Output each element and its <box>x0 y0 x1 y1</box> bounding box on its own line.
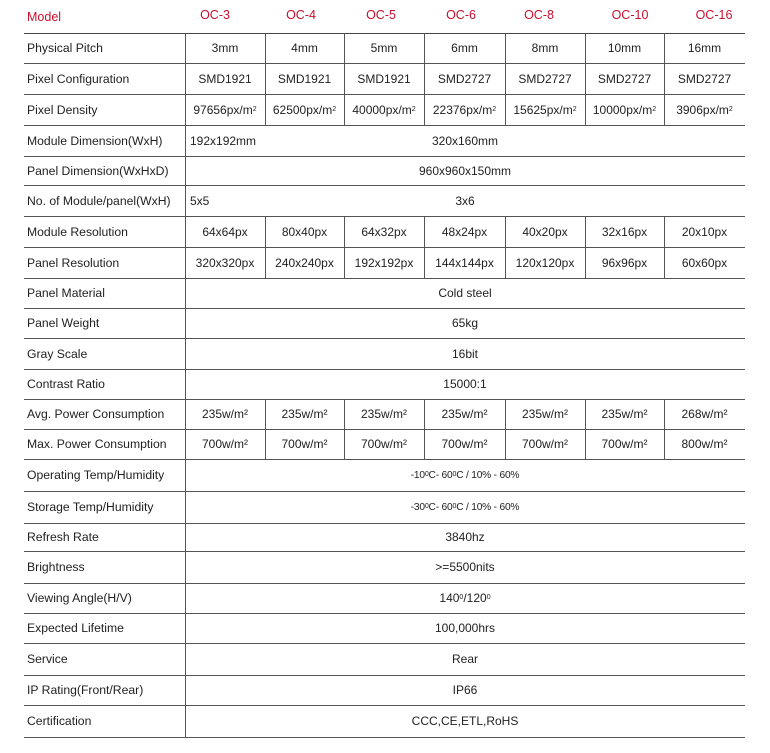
value-cell: 3mm <box>211 41 239 55</box>
spec-row <box>24 643 745 676</box>
value-cell: 240x240px <box>275 255 334 270</box>
value-cell: 40000 px/m 2 <box>352 102 416 117</box>
column-divider <box>585 247 586 278</box>
value-cell: 700w/m² <box>441 437 488 451</box>
value-cell: SMD2727 <box>518 71 572 86</box>
celsius-mark: C <box>428 501 436 513</box>
density-unit: px/m <box>385 102 412 117</box>
rest-value-cell: 320x160mm <box>431 133 499 148</box>
value-cell: SMD2727 <box>597 71 652 86</box>
column-divider <box>585 63 586 94</box>
column-divider <box>424 399 425 429</box>
column-divider <box>344 63 345 94</box>
value-cell: 8mm <box>531 41 559 55</box>
merged-value-cell: Cold steel <box>438 286 492 300</box>
merged-value-cell: 15000:1 <box>443 377 487 391</box>
column-divider <box>664 94 665 125</box>
model-header-oc-5: OC-5 <box>366 7 396 22</box>
value-cell: 3906 px/m 2 <box>676 102 733 117</box>
spec-row <box>24 491 745 524</box>
value-cell: 10mm <box>607 41 642 55</box>
column-divider <box>664 247 665 278</box>
model-header-oc-10: OC-10 <box>611 7 649 22</box>
temperature-cell: -30 0 C - 60 0 C / 10% - 60% <box>410 501 520 513</box>
density-unit: px/m <box>702 102 729 117</box>
first-value-cell: 5x5 <box>190 193 210 208</box>
column-divider <box>664 63 665 94</box>
row-label: Panel Resolution <box>27 255 120 270</box>
spec-row <box>24 278 745 309</box>
row-label: Pixel Configuration <box>27 71 130 86</box>
value-cell: 700w/m² <box>601 437 648 451</box>
value-cell: 20x10px <box>681 224 728 239</box>
row-label: Certification <box>27 714 92 728</box>
row-label: Operating Temp/Humidity <box>27 468 165 482</box>
spec-row <box>24 369 745 400</box>
column-divider <box>585 33 586 63</box>
value-cell: 16mm <box>687 41 722 55</box>
temp-min: -10 <box>410 469 425 481</box>
value-cell: 144x144px <box>435 255 494 270</box>
value-cell: SMD1921 <box>277 71 332 86</box>
row-label: Refresh Rate <box>27 530 99 544</box>
temperature-cell: -10 0 C - 60 0 C / 10% - 60% <box>410 469 520 481</box>
density-number: 10000 <box>592 102 627 117</box>
merged-value-cell: CCC,CE,ETL,RoHS <box>411 714 519 728</box>
value-cell: 60x60px <box>681 255 728 270</box>
column-divider <box>265 94 266 125</box>
spec-row <box>24 156 745 186</box>
column-divider <box>424 94 425 125</box>
spec-row <box>24 705 745 738</box>
row-label: Panel Weight <box>27 316 100 330</box>
column-divider <box>664 429 665 459</box>
spec-row <box>24 459 745 492</box>
column-divider <box>505 216 506 247</box>
value-cell: 96x96px <box>601 255 648 270</box>
merged-value-cell: Rear <box>451 652 478 666</box>
angle-separator: / <box>463 591 467 605</box>
column-divider <box>265 63 266 94</box>
value-cell: 5mm <box>370 41 398 55</box>
spec-row <box>24 247 745 279</box>
merged-value-cell: 3840hz <box>445 530 485 544</box>
value-cell: 700w/m² <box>521 437 568 451</box>
rest-value-cell: 3x6 <box>455 193 475 208</box>
density-number: 97656 <box>193 102 227 117</box>
row-label: Module Resolution <box>27 224 128 239</box>
value-cell: 64x32px <box>361 224 407 239</box>
column-divider <box>664 216 665 247</box>
row-label: Panel Material <box>27 286 105 300</box>
column-divider <box>585 216 586 247</box>
row-label: Gray Scale <box>27 346 88 361</box>
spec-row <box>24 551 745 584</box>
merged-value-cell: >=5500nits <box>435 560 495 574</box>
merged-value-cell: IP66 <box>452 683 478 697</box>
density-number: 40000 <box>352 102 386 117</box>
value-cell: 22376 px/m 2 <box>432 102 497 117</box>
temp-max: - 60 <box>435 501 453 513</box>
value-cell: SMD1921 <box>198 71 252 86</box>
density-unit: px/m <box>626 102 653 117</box>
merged-value-cell: 960x960x150mm <box>418 163 512 178</box>
column-divider <box>344 33 345 63</box>
row-label: Panel Dimension(WxHxD) <box>27 163 169 178</box>
spec-row <box>24 94 745 126</box>
viewing-angle-cell: 140 0 / 120 0 <box>439 591 491 605</box>
value-cell: 48x24px <box>441 224 488 239</box>
column-divider <box>505 429 506 459</box>
row-label: Avg. Power Consumption <box>27 407 165 421</box>
row-label: Viewing Angle(H/V) <box>27 591 132 605</box>
row-label: No. of Module/panel(WxH) <box>27 193 171 208</box>
column-divider <box>424 216 425 247</box>
spec-row <box>24 338 745 370</box>
model-header-oc-3: OC-3 <box>200 7 230 22</box>
column-divider <box>424 63 425 94</box>
angle-vertical: 120 <box>466 591 487 605</box>
spec-row <box>24 185 745 217</box>
density-unit: px/m <box>306 102 333 117</box>
spec-row <box>24 675 745 706</box>
merged-value-cell: 65kg <box>451 316 479 330</box>
column-divider <box>424 429 425 459</box>
column-divider <box>344 399 345 429</box>
value-cell: 62500 px/m 2 <box>272 102 337 117</box>
value-cell: 700w/m² <box>201 437 248 451</box>
model-header-oc-4: OC-4 <box>286 7 316 22</box>
spec-row <box>24 583 745 614</box>
column-divider <box>265 247 266 278</box>
value-cell: 235w/m² <box>441 407 488 421</box>
column-divider <box>265 216 266 247</box>
value-cell: 320x320px <box>195 255 255 270</box>
merged-value-cell: 100,000hrs <box>434 621 496 635</box>
column-divider <box>424 33 425 63</box>
value-cell: 235w/m² <box>601 407 648 421</box>
column-divider <box>505 399 506 429</box>
value-cell: 700w/m² <box>360 437 407 451</box>
value-cell: 235w/m² <box>201 407 248 421</box>
value-cell: 97656 px/m 2 <box>193 102 257 117</box>
value-cell: SMD1921 <box>357 71 411 86</box>
column-divider <box>505 63 506 94</box>
merged-value-cell: 16bit <box>451 346 479 361</box>
value-cell: 40x20px <box>522 224 568 239</box>
value-cell: SMD2727 <box>677 71 732 86</box>
column-divider <box>424 247 425 278</box>
temp-humidity: C / 10% - 60% <box>456 501 520 513</box>
density-number: 62500 <box>272 102 307 117</box>
spec-table <box>24 0 745 753</box>
value-cell: 120x120px <box>515 255 575 270</box>
density-number: 15625 <box>513 102 547 117</box>
value-cell: 192x192px <box>354 255 414 270</box>
column-divider <box>505 94 506 125</box>
column-divider <box>664 399 665 429</box>
value-cell: SMD2727 <box>437 71 492 86</box>
column-divider <box>344 429 345 459</box>
value-cell: 235w/m² <box>521 407 568 421</box>
column-divider <box>585 94 586 125</box>
column-divider <box>505 33 506 63</box>
density-number: 22376 <box>432 102 467 117</box>
first-value-cell: 192x192mm <box>190 133 257 148</box>
spec-row <box>24 216 745 248</box>
spec-row <box>24 63 745 95</box>
density-unit: px/m <box>466 102 493 117</box>
column-divider <box>265 33 266 63</box>
column-divider <box>344 247 345 278</box>
density-number: 3906 <box>676 102 703 117</box>
spec-row <box>24 429 745 460</box>
density-unit: px/m <box>226 102 253 117</box>
angle-horizontal: 140 <box>439 591 460 605</box>
value-cell: 64x64px <box>202 224 248 239</box>
row-label: Max. Power Consumption <box>27 437 167 451</box>
model-header-oc-6: OC-6 <box>446 7 476 22</box>
spec-row <box>24 613 745 644</box>
column-divider <box>344 94 345 125</box>
value-cell: 10000 px/m 2 <box>592 102 657 117</box>
row-label: Module Dimension(WxH) <box>27 133 163 148</box>
column-divider <box>505 247 506 278</box>
value-cell: 80x40px <box>281 224 328 239</box>
row-label: Brightness <box>27 560 85 574</box>
model-header-oc-16: OC-16 <box>695 7 733 22</box>
value-cell: 268w/m² <box>681 407 728 421</box>
spec-row <box>24 33 745 64</box>
row-label: Pixel Density <box>27 102 98 117</box>
header-row <box>24 0 745 34</box>
spec-row <box>24 125 745 157</box>
row-label: Contrast Ratio <box>27 377 105 391</box>
row-label: Physical Pitch <box>27 41 103 55</box>
value-cell: 15625 px/m 2 <box>513 102 577 117</box>
row-label: Service <box>27 652 68 666</box>
row-label: Storage Temp/Humidity <box>27 500 154 514</box>
temp-min: -30 <box>410 501 425 513</box>
value-cell: 235w/m² <box>281 407 328 421</box>
column-divider <box>585 429 586 459</box>
column-divider <box>585 399 586 429</box>
column-divider <box>265 399 266 429</box>
temp-humidity: C / 10% - 60% <box>456 469 520 481</box>
spec-row <box>24 399 745 430</box>
value-cell: 700w/m² <box>281 437 328 451</box>
value-cell: 800w/m² <box>681 437 728 451</box>
celsius-mark: C <box>428 469 436 481</box>
value-cell: 235w/m² <box>360 407 407 421</box>
value-cell: 6mm <box>451 41 478 55</box>
value-cell: 32x16px <box>601 224 648 239</box>
value-cell: 4mm <box>291 41 318 55</box>
spec-row <box>24 523 745 552</box>
density-unit: px/m <box>546 102 573 117</box>
column-divider <box>265 429 266 459</box>
spec-row <box>24 308 745 339</box>
column-divider <box>344 216 345 247</box>
row-label: Expected Lifetime <box>27 621 124 635</box>
row-label: IP Rating(Front/Rear) <box>27 683 144 697</box>
column-divider <box>664 33 665 63</box>
model-header-label: Model <box>27 9 62 24</box>
temp-max: - 60 <box>435 469 453 481</box>
model-header-oc-8: OC-8 <box>524 7 554 22</box>
